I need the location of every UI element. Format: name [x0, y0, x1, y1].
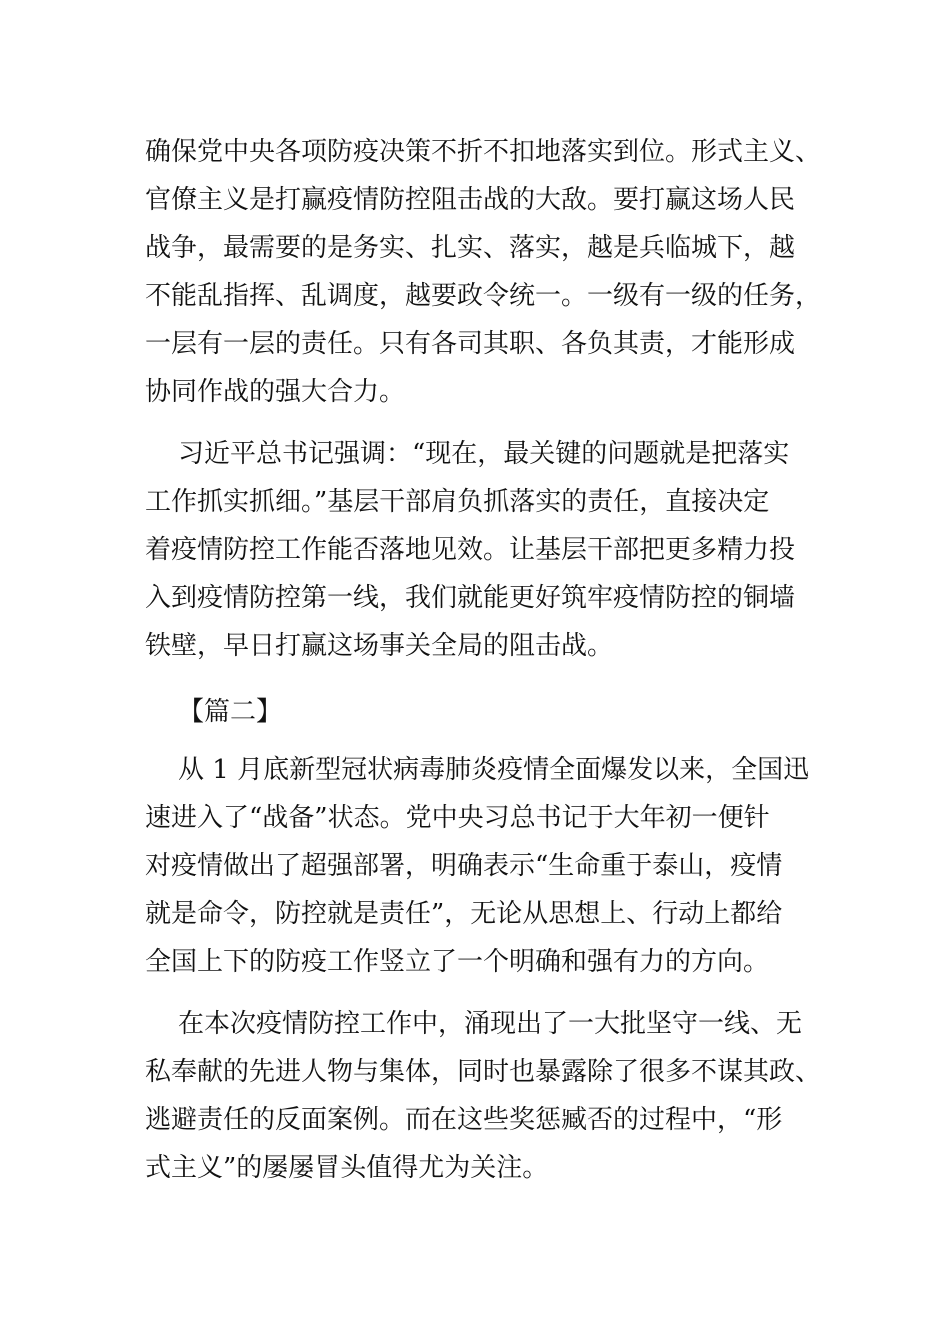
text-line: 确保党中央各项防疫决策不折不扣地落实到位。形式主义、 — [145, 137, 822, 167]
text-line: 逃避责任的反面案例。而在这些奖惩臧否的过程中，“形 — [145, 1105, 783, 1135]
text-line: 速进入了“战备”状态。党中央习总书记于大年初一便针 — [145, 803, 770, 833]
text-line: 在本次疫情防控工作中，涌现出了一大批坚守一线、无 — [178, 1009, 803, 1039]
text-line: 一层有一层的责任。只有各司其职、各负其责，才能形成 — [145, 329, 796, 359]
text-line: 着疫情防控工作能否落地见效。让基层干部把更多精力投 — [145, 535, 796, 565]
text-line: 习近平总书记强调：“现在，最关键的问题就是把落实 — [178, 439, 790, 469]
text-line: 全国上下的防疫工作竖立了一个明确和强有力的方向。 — [145, 947, 770, 977]
text-line: 入到疫情防控第一线，我们就能更好筑牢疫情防控的铜墙 — [145, 583, 796, 613]
text-line: 铁壁，早日打赢这场事关全局的阻击战。 — [145, 631, 614, 661]
text-line: 从 1 月底新型冠状病毒肺炎疫情全面爆发以来，全国迅 — [178, 755, 810, 785]
paragraph-3 — [145, 746, 810, 986]
text-line: 就是命令，防控就是责任”，无论从思想上、行动上都给 — [145, 899, 783, 929]
text-line: 不能乱指挥、乱调度，越要政令统一。一级有一级的任务， — [145, 281, 822, 311]
text-line: 工作抓实抓细。”基层干部肩负抓落实的责任，直接决定 — [145, 487, 770, 517]
paragraph-2 — [145, 430, 800, 670]
paragraph-1 — [145, 128, 822, 416]
text-line: 官僚主义是打赢疫情防控阻击战的大敌。要打赢这场人民 — [145, 185, 796, 215]
text-line: 协同作战的强大合力。 — [145, 377, 406, 407]
paragraph-4 — [145, 1000, 822, 1192]
text-line: 对疫情做出了超强部署，明确表示“生命重于泰山，疫情 — [145, 851, 783, 881]
text-line: 式主义”的屡屡冒头值得尤为关注。 — [145, 1153, 549, 1183]
text-line: 私奉献的先进人物与集体，同时也暴露除了很多不谋其政、 — [145, 1057, 822, 1087]
text-line: 战争，最需要的是务实、扎实、落实，越是兵临城下，越 — [145, 233, 796, 263]
section-heading: 【篇二】 — [178, 697, 283, 727]
